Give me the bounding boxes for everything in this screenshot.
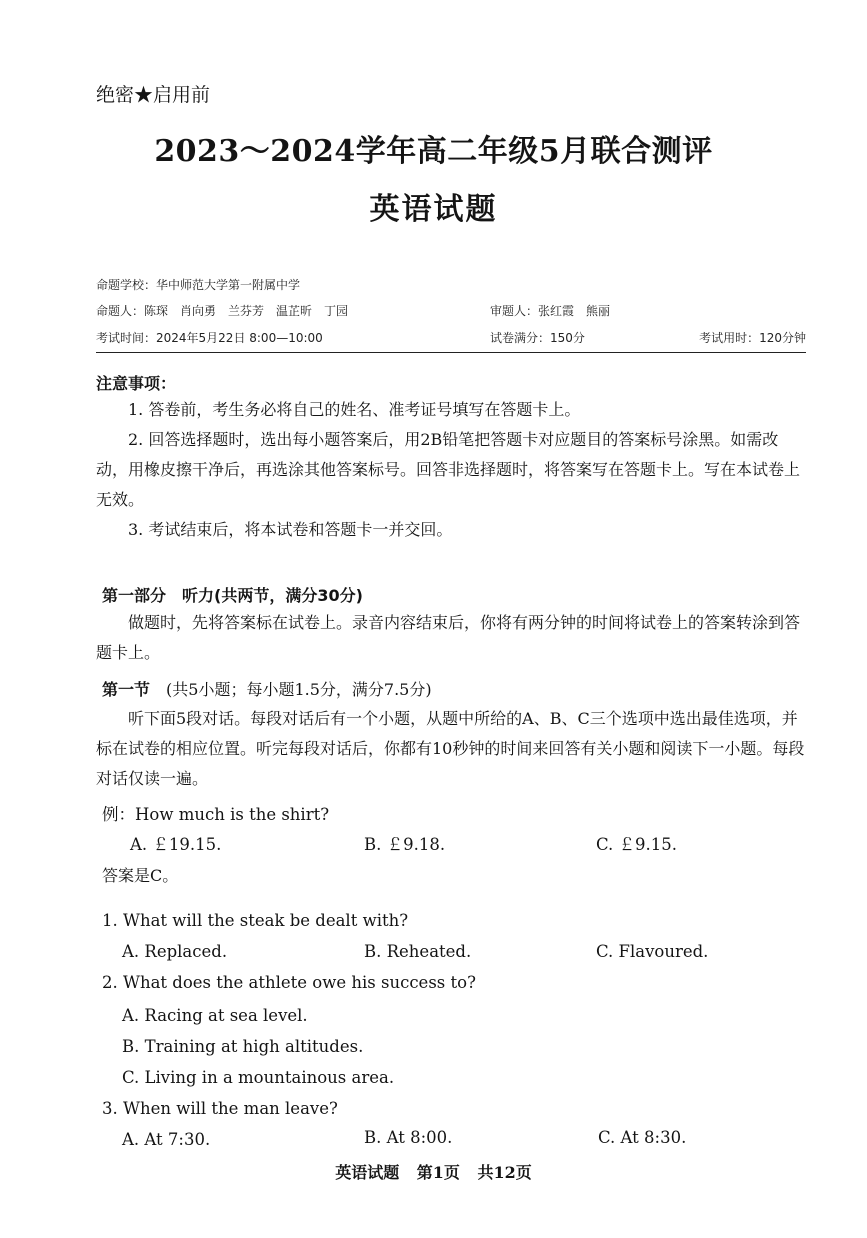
- footer-subject: 英语试题: [335, 1163, 400, 1182]
- confidential-mark: 绝密★启用前: [96, 84, 211, 106]
- notice-item-3: 3. 考试结束后，将本试卷和答题卡一并交回。: [128, 520, 453, 539]
- reviewers: 审题人：张红霞 熊丽: [490, 304, 611, 318]
- footer-page-number: 第1页: [416, 1163, 460, 1182]
- exam-duration: 考试用时：120分钟: [699, 331, 806, 345]
- section1-heading-line: [102, 677, 432, 700]
- question-2-stem: 2. What does the athlete owe his success to?: [102, 973, 476, 992]
- question-3-option-a: A. At 7:30.: [122, 1130, 211, 1149]
- question-authors: 命题人：陈琛 肖向勇 兰芬芳 温芷昕 丁园: [96, 304, 349, 318]
- example-question: 例：How much is the shirt?: [102, 805, 330, 824]
- example-option-c: C. ￡9.15.: [596, 835, 678, 854]
- notice-item-2: 2. 回答选择题时，选出每小题答案后，用2B铅笔把答题卡对应题目的答案标号涂黑。如需改动，用橡皮擦干净后，再选涂其他答案标号。回答非选择题时，将答案写在答题卡上。写在本试卷上无效。: [96, 430, 801, 509]
- example-answer: 答案是C。: [102, 866, 179, 885]
- section1-detail: (共5小题；每小题1.5分，满分7.5分): [166, 680, 432, 699]
- setting-school: 命题学校：华中师范大学第一附属中学: [96, 278, 301, 292]
- question-2-option-c: C. Living in a mountainous area.: [122, 1068, 395, 1087]
- notice-item-1: 1. 答卷前，考生务必将自己的姓名、准考证号填写在答题卡上。: [128, 400, 581, 419]
- question-2-option-b: B. Training at high altitudes.: [122, 1037, 364, 1056]
- section1-intro: 听下面5段对话。每段对话后有一个小题，从题中所给的A、B、C三个选项中选出最佳选项，并标在试卷的相应位置。听完每段对话后，你都有10秒钟的时间来回答有关小题和阅读下一小题。每段对话仅读一遍。: [96, 709, 805, 788]
- exam-title: 2023～2024学年高二年级5月联合测评: [154, 134, 713, 169]
- question-3-stem: 3. When will the man leave?: [102, 1099, 338, 1118]
- exam-time: 考试时间：2024年5月22日 8:00—10:00: [96, 331, 323, 345]
- part1-intro: 做题时，先将答案标在试卷上。录音内容结束后，你将有两分钟的时间将试卷上的答案转涂到答题卡上。: [96, 613, 801, 662]
- exam-subtitle: 英语试题: [369, 192, 498, 227]
- question-1-stem: 1. What will the steak be dealt with?: [102, 911, 409, 930]
- question-1-option-a: A. Replaced.: [122, 942, 228, 961]
- question-1-option-c: C. Flavoured.: [596, 942, 709, 961]
- part1-heading: 第一部分 听力(共两节，满分30分): [102, 586, 363, 605]
- section1-heading: 第一节: [102, 680, 167, 699]
- question-3-option-c: C. At 8:30.: [598, 1128, 687, 1147]
- notice-heading: 注意事项：: [96, 374, 177, 393]
- question-3-option-b: B. At 8:00.: [364, 1128, 453, 1147]
- question-2-option-a: A. Racing at sea level.: [122, 1006, 308, 1025]
- example-option-a: A. ￡19.15.: [130, 835, 222, 854]
- header-divider: [96, 352, 806, 353]
- full-score: 试卷满分：150分: [490, 331, 585, 345]
- page-footer: [0, 1160, 867, 1183]
- footer-total-pages: 共12页: [477, 1163, 532, 1182]
- question-1-option-b: B. Reheated.: [364, 942, 472, 961]
- example-option-b: B. ￡9.18.: [364, 835, 446, 854]
